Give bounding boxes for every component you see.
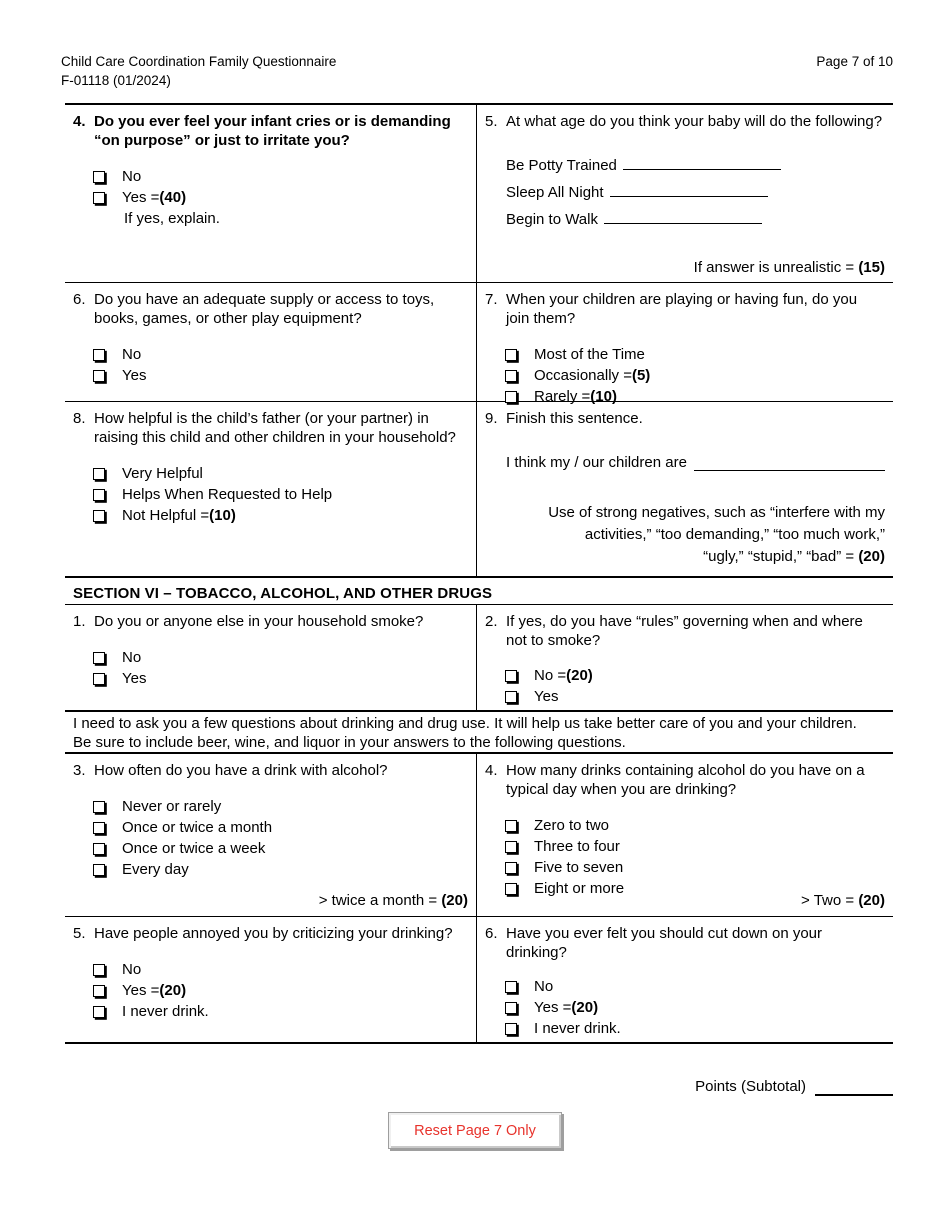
question-text: At what age do you think your baby will do the following? [506,113,883,130]
s6-q6-never-drink-checkbox[interactable] [505,1023,517,1035]
s6-q6-options [505,976,885,1039]
blank-row-sleep-all-night [506,184,885,201]
question-text: Do you or anyone else in your household smoke? [94,613,424,630]
s6-q4-option-zero-to-two [505,815,885,836]
section-vi-header [65,578,893,605]
points-subtotal-label: Points (Subtotal) [695,1078,806,1095]
score-note-points: (20) [858,548,885,565]
q6-option-yes [93,365,468,386]
q6-option-no [93,344,468,365]
q8-options [93,463,468,526]
begin-to-walk-input[interactable] [604,211,762,224]
question-text: Finish this sentence. [506,410,643,427]
q4-yes-checkbox[interactable] [93,192,105,204]
question-number: 2. [485,613,498,630]
form-title: Child Care Coordination Family Questionnaire [61,54,337,69]
question-number: 6. [485,925,498,942]
score-note-text: If answer is unrealistic = [693,259,859,276]
potty-trained-input[interactable] [623,157,781,170]
option-label: Rarely = [534,388,591,405]
question-8-cell [65,402,477,576]
note-line-text: “ugly,” “stupid,” “bad” = [703,548,859,565]
q4-option-no [93,166,468,187]
s6-question-5-cell [65,917,477,1042]
s6-question-6-cell [477,917,893,1042]
q7-most-checkbox[interactable] [505,349,517,361]
q8-option-very-helpful [93,463,468,484]
question-number: 9. [485,410,498,427]
q7-options [505,344,885,407]
option-label: Five to seven [534,859,624,876]
option-score: (20) [566,667,593,684]
s6-q3-month-checkbox[interactable] [93,822,105,834]
s6-q2-option-yes [505,686,885,707]
s6-q5-no-checkbox[interactable] [93,964,105,976]
option-score: (20) [571,999,599,1016]
q4-if-yes-note: If yes, explain. [124,210,220,227]
q8-very-helpful-checkbox[interactable] [93,468,105,480]
option-score: (40) [159,189,187,206]
q6-yes-checkbox[interactable] [93,370,105,382]
question-text: How helpful is the child’s father (or your partner) in raising this child and other children in your household? [94,410,456,446]
s6-q4-option-five-to-seven [505,857,885,878]
q5-blank-fields [506,157,885,228]
s6-q2-option-no [505,665,885,686]
question-number: 4. [485,762,498,779]
s6-q3-option-never [93,796,468,817]
option-label: Three to four [534,838,620,855]
option-score: (5) [631,367,651,384]
questionnaire-table [65,103,893,1044]
option-label: Occasionally = [534,367,632,384]
q7-option-most-of-the-time [505,344,885,365]
q8-not-helpful-checkbox[interactable] [93,510,105,522]
option-label: No = [534,667,567,684]
s6-q5-option-never-drink [93,1001,468,1022]
section-title: SECTION VI – TOBACCO, ALCOHOL, AND OTHER DRUGS [73,584,493,602]
children-are-input[interactable] [694,456,885,471]
q7-occasionally-checkbox[interactable] [505,370,517,382]
s6-q4-zero-two-checkbox[interactable] [505,820,517,832]
form-number: F-01118 (01/2024) [61,73,171,88]
option-label: Eight or more [534,880,625,897]
option-label: No [122,961,142,978]
s6-q5-option-yes [93,980,468,1001]
s6-q6-option-no [505,976,885,997]
row-q8-q9 [65,402,893,578]
q4-options [93,166,468,229]
s6-q1-option-yes [93,668,468,689]
question-4-cell [65,105,477,282]
question-text: Do you have an adequate supply or access to toys, books, games, or other play equipment? [94,291,435,327]
s6-q4-five-seven-checkbox[interactable] [505,862,517,874]
s6-q3-options [93,796,468,880]
option-label: Yes [534,688,559,705]
q4-no-checkbox[interactable] [93,171,105,183]
intro-line-1: I need to ask you a few questions about drinking and drug use. It will help us take better care of you and your children. [73,715,857,732]
blank-row-begin-to-walk [506,211,885,228]
question-number: 6. [73,291,86,308]
score-note-points: (20) [441,892,468,909]
s6-question-3-cell [65,754,477,916]
question-6-cell [65,283,477,401]
s6-q4-option-three-to-four [505,836,885,857]
page-header [61,52,893,90]
option-label: Yes = [534,999,572,1016]
option-label: I never drink. [534,1020,621,1037]
s6-q1-no-checkbox[interactable] [93,652,105,664]
question-9-cell [477,402,893,576]
s6-q4-options [505,815,885,899]
q9-sentence [506,454,885,471]
question-text: If yes, do you have “rules” governing when and where not to smoke? [506,613,863,649]
q6-options [93,344,468,386]
blank-label: Begin to Walk [506,211,598,228]
s6-q3-score-note [319,891,468,910]
s6-q1-options [93,647,468,689]
score-note-points: (20) [858,892,885,909]
s6-q5-option-no [93,959,468,980]
s6-q1-option-no [93,647,468,668]
s6-q3-option-once-twice-week [93,838,468,859]
s6-question-2-cell [477,605,893,710]
blank-label: Sleep All Night [506,184,604,201]
note-line: Use of strong negatives, such as “interfere with my [548,504,885,521]
option-label: I never drink. [122,1003,209,1020]
s6-q5-options [93,959,468,1022]
s6-q4-eight-more-checkbox[interactable] [505,883,517,895]
option-label: Once or twice a week [122,840,266,857]
q8-option-not-helpful [93,505,468,526]
option-label: Not Helpful = [122,507,210,524]
option-label: Most of the Time [534,346,645,363]
score-note-text: > twice a month = [318,892,442,909]
drinking-intro-text [65,712,865,752]
s6-q1-yes-checkbox[interactable] [93,673,105,685]
option-label: Yes = [122,982,160,999]
row-s6-q1-q2 [65,605,893,712]
s6-q6-yes-checkbox[interactable] [505,1002,517,1014]
score-note-text: > Two = [801,892,859,909]
option-label: No [534,978,554,995]
question-number: 4. [73,113,86,130]
blank-label: Be Potty Trained [506,157,617,174]
option-label: Zero to two [534,817,610,834]
s6-question-4-cell [477,754,893,916]
s6-q3-never-checkbox[interactable] [93,801,105,813]
s6-q4-score-note [801,891,885,910]
s6-q3-option-once-twice-month [93,817,468,838]
s6-q6-option-never-drink [505,1018,885,1039]
q6-no-checkbox[interactable] [93,349,105,361]
q7-option-occasionally [505,365,885,386]
question-text: When your children are playing or having fun, do you join them? [506,291,858,327]
option-label: Helps When Requested to Help [122,486,333,503]
question-number: 3. [73,762,86,779]
option-label: No [122,346,142,363]
option-label: No [122,649,142,666]
s6-q3-week-checkbox[interactable] [93,843,105,855]
question-text: How many drinks containing alcohol do you have on a typical day when you are drinking? [506,762,865,798]
s6-q4-three-four-checkbox[interactable] [505,841,517,853]
intro-line-2: Be sure to include beer, wine, and liquor in your answers to the following questions. [73,734,626,751]
s6-q5-never-drink-checkbox[interactable] [93,1006,105,1018]
row-q6-q7 [65,283,893,405]
reset-page-button[interactable]: Reset Page 7 Only [388,1112,562,1149]
question-number: 5. [73,925,86,942]
option-score: (20) [159,982,187,999]
option-label: Once or twice a month [122,819,273,836]
q5-score-note [694,258,885,277]
option-label: No [122,168,142,185]
question-text: Have you ever felt you should cut down on your drinking? [506,925,823,961]
row-q4-q5 [65,105,893,283]
sentence-start: I think my / our children are [506,454,687,471]
row-s6-q3-q4 [65,754,893,917]
question-text: Do you ever feel your infant cries or is demanding “on purpose” or just to irritate you? [94,113,451,149]
option-label: Yes = [122,189,160,206]
s6-q2-yes-checkbox[interactable] [505,691,517,703]
points-subtotal [695,1078,893,1096]
q9-score-note [548,502,885,568]
question-5-cell [477,105,893,282]
q4-option-yes [93,187,468,208]
row-drinking-intro [65,712,893,754]
s6-q3-every-day-checkbox[interactable] [93,864,105,876]
option-label: Yes [122,670,147,687]
option-label: Never or rarely [122,798,222,815]
note-line [548,546,885,568]
s6-q3-option-every-day [93,859,468,880]
q8-option-helps-when-requested [93,484,468,505]
question-number: 5. [485,113,498,130]
s6-q2-options [505,665,885,707]
option-label: Every day [122,861,189,878]
s6-q6-no-checkbox[interactable] [505,981,517,993]
s6-q5-yes-checkbox[interactable] [93,985,105,997]
q7-rarely-checkbox[interactable] [505,391,517,403]
note-line: activities,” “too demanding,” “too much work,” [584,526,885,543]
q8-helps-when-requested-checkbox[interactable] [93,489,105,501]
option-score: (10) [209,507,236,524]
points-subtotal-input[interactable] [815,1082,893,1096]
s6-q6-option-yes [505,997,885,1018]
page-number: Page 7 of 10 [816,54,893,69]
option-label: Very Helpful [122,465,203,482]
question-number: 1. [73,613,86,630]
question-number: 8. [73,410,86,427]
row-s6-q5-q6 [65,917,893,1044]
s6-q2-no-checkbox[interactable] [505,670,517,682]
option-label: Yes [122,367,147,384]
blank-row-potty-trained [506,157,885,174]
option-score: (10) [590,388,617,405]
form-identity [61,52,336,90]
question-number: 7. [485,291,498,308]
question-text: How often do you have a drink with alcohol? [94,762,388,779]
sleep-all-night-input[interactable] [610,184,768,197]
s6-question-1-cell [65,605,477,710]
question-7-cell [477,283,893,405]
score-note-points: (15) [858,259,885,276]
question-text: Have people annoyed you by criticizing your drinking? [94,925,453,942]
